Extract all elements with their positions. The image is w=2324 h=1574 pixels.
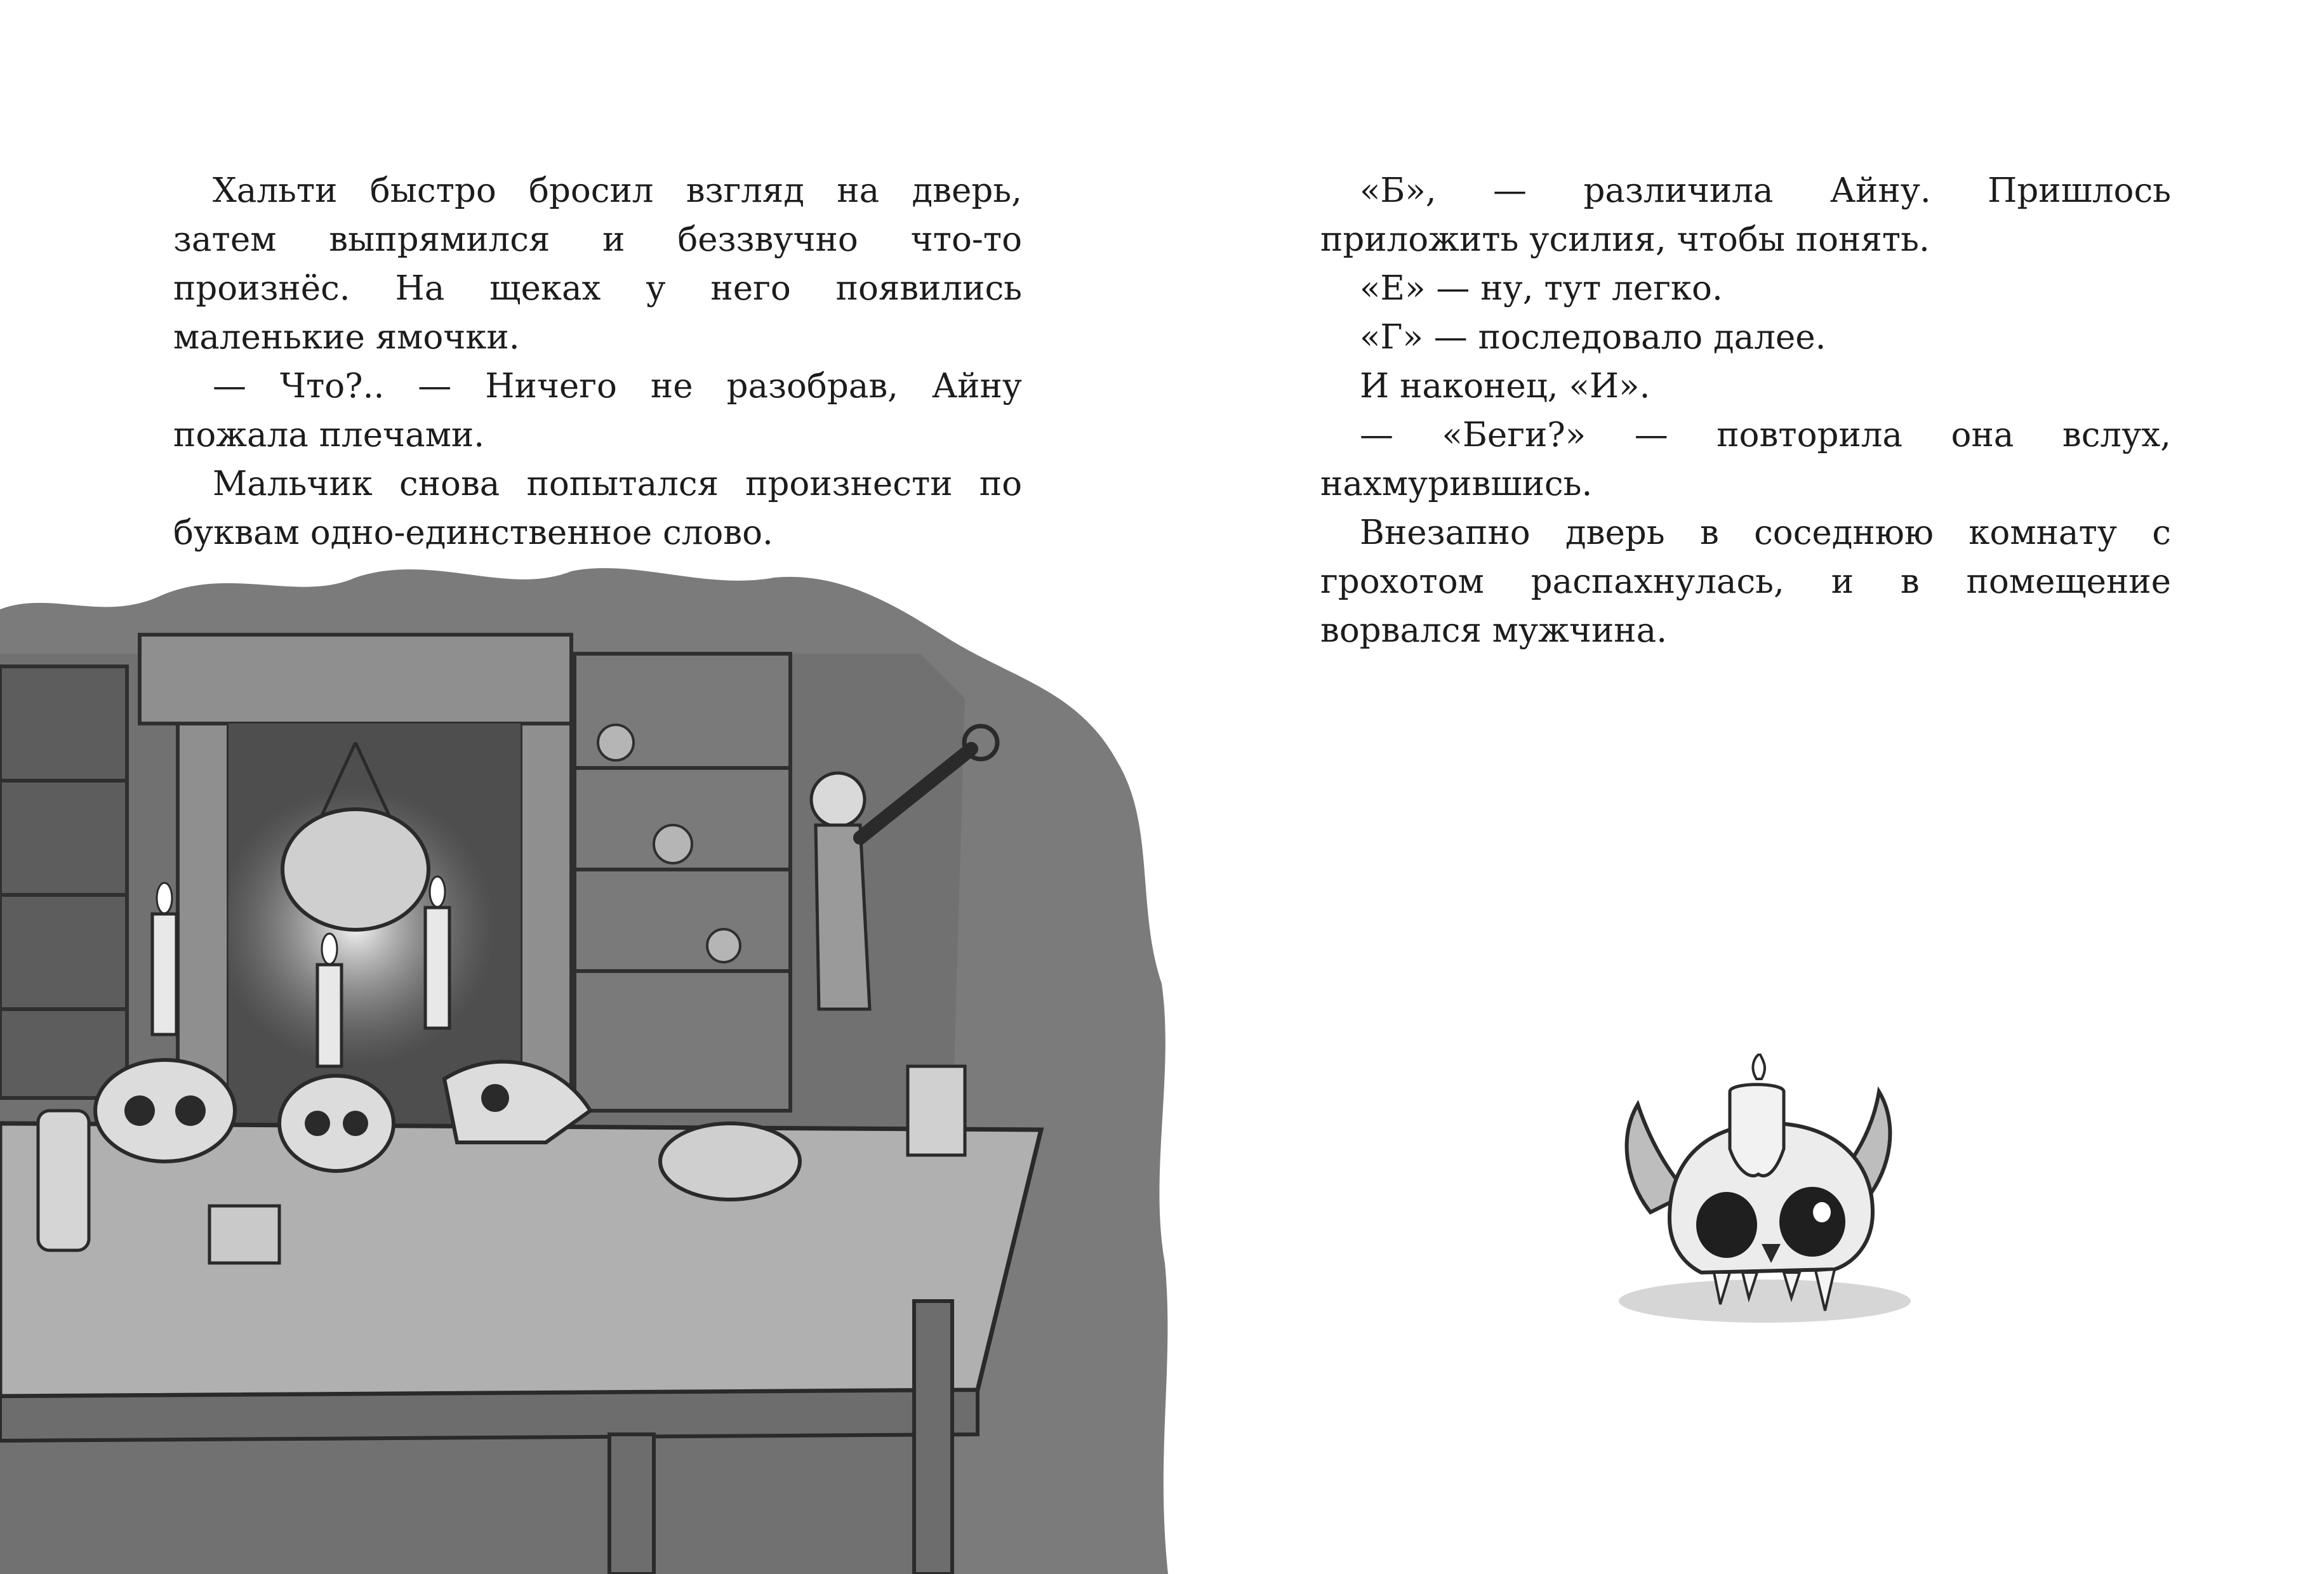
right-page — [1162, 0, 2323, 1574]
paragraph: Внезапно дверь в соседнюю комнату с грохотом распахнулась, и в помещение ворвался мужчина. — [1320, 513, 2171, 650]
paragraph: «Г» — последовало далее. — [1360, 318, 1826, 357]
paragraph: «Е» — ну, тут легко. — [1360, 269, 1723, 308]
paragraph: — Что?.. — Ничего не разобрав, Айну пожала плечами. — [173, 367, 1022, 454]
paragraph: И наконец, «И». — [1360, 367, 1650, 406]
right-page-text — [1320, 166, 2171, 655]
paragraph: «Б», — различила Айну. Пришлось приложить усилия, чтобы понять. — [1320, 171, 2171, 259]
paragraph: Хальти быстро бросил взгляд на дверь, затем выпрямился и беззвучно что-то произнёс. На щеках у него появились маленькие ямочки. — [173, 171, 1022, 357]
paragraph: Мальчик снова попытался произнести по буквам одно-единственное слово. — [173, 465, 1022, 552]
alchemy-lab-illustration — [0, 552, 1174, 1574]
left-page-text — [173, 166, 1022, 557]
horned-skull-candle-illustration — [1593, 1054, 1936, 1326]
paragraph: — «Беги?» — повторила она вслух, нахмурившись. — [1320, 416, 2171, 503]
